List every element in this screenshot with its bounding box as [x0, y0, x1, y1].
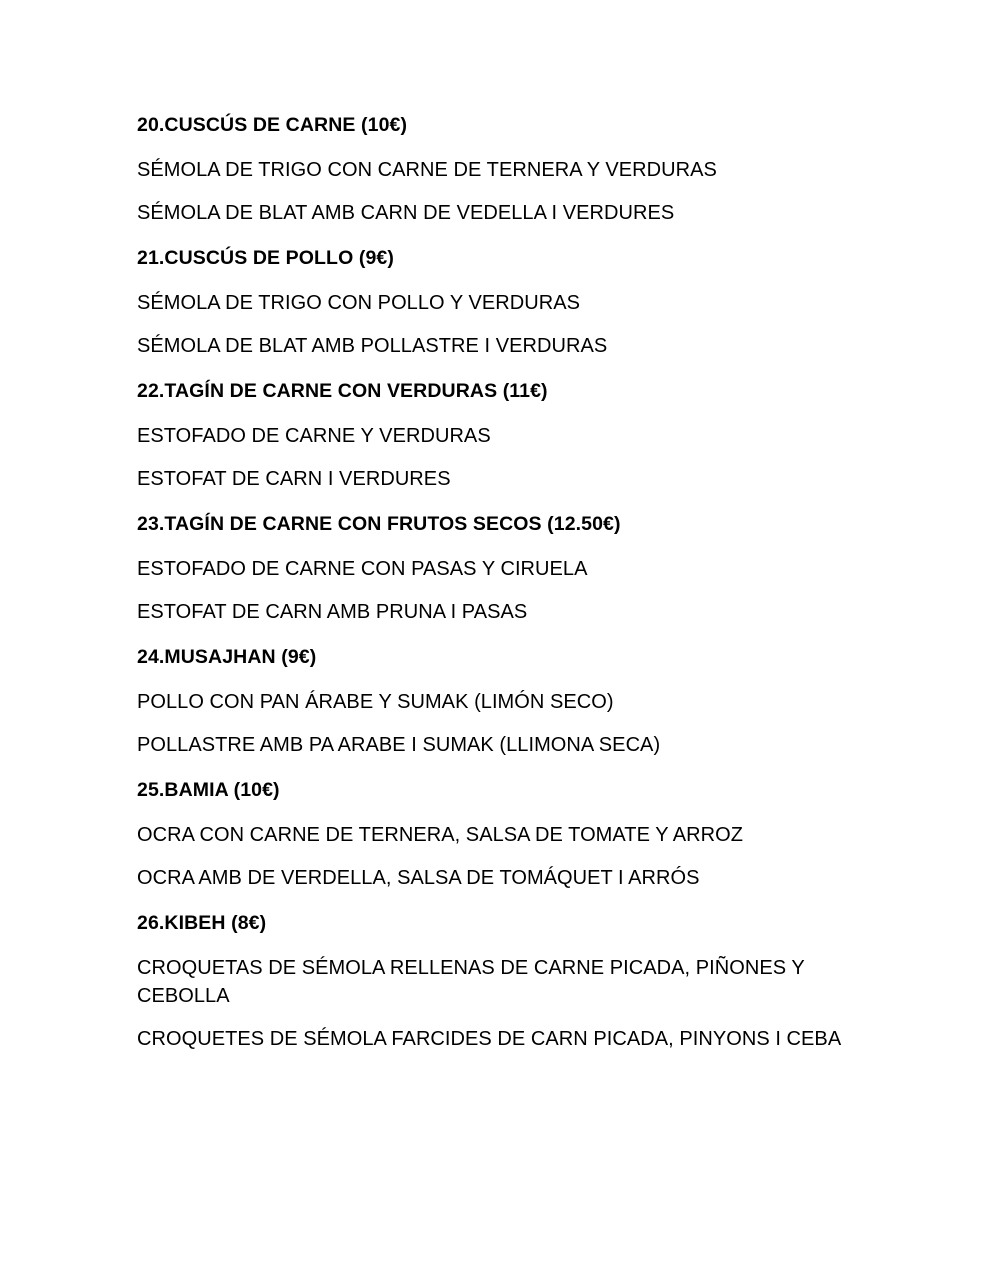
menu-item-description-es: SÉMOLA DE TRIGO CON CARNE DE TERNERA Y VERDURAS: [137, 159, 717, 181]
menu-item-heading: 20.CUSCÚS DE CARNE (10€): [137, 114, 408, 136]
menu-item-description-es: OCRA CON CARNE DE TERNERA, SALSA DE TOMATE Y ARROZ: [137, 824, 743, 846]
menu-item-description-ca: SÉMOLA DE BLAT AMB POLLASTRE I VERDURAS: [137, 335, 608, 357]
menu-item-heading: 25.BAMIA (10€): [137, 779, 280, 801]
menu-item-description-es: POLLO CON PAN ÁRABE Y SUMAK (LIMÓN SECO): [137, 691, 614, 713]
menu-item-description-ca: CROQUETES DE SÉMOLA FARCIDES DE CARN PICADA, PINYONS I CEBA: [137, 1028, 842, 1050]
menu-item-list: [137, 113, 852, 1053]
menu-item-heading: 21.CUSCÚS DE POLLO (9€): [137, 247, 394, 269]
menu-item-description-es: ESTOFADO DE CARNE Y VERDURAS: [137, 425, 491, 447]
menu-item: [137, 911, 852, 1053]
menu-item: [137, 645, 852, 759]
menu-item-heading: 24.MUSAJHAN (9€): [137, 646, 317, 668]
menu-item: [137, 379, 852, 493]
menu-item: [137, 778, 852, 892]
menu-item-description-es: ESTOFADO DE CARNE CON PASAS Y CIRUELA: [137, 558, 588, 580]
menu-item-heading: 23.TAGÍN DE CARNE CON FRUTOS SECOS (12.50€): [137, 513, 621, 535]
menu-item-heading: 26.KIBEH (8€): [137, 912, 267, 934]
menu-item: [137, 246, 852, 360]
menu-item-description-ca: SÉMOLA DE BLAT AMB CARN DE VEDELLA I VERDURES: [137, 202, 675, 224]
menu-item-description-es: SÉMOLA DE TRIGO CON POLLO Y VERDURAS: [137, 292, 581, 314]
menu-item-heading: 22.TAGÍN DE CARNE CON VERDURAS (11€): [137, 380, 548, 402]
menu-item-description-ca: ESTOFAT DE CARN AMB PRUNA I PASAS: [137, 601, 528, 623]
menu-item-description-ca: ESTOFAT DE CARN I VERDURES: [137, 468, 451, 490]
menu-item: [137, 113, 852, 227]
menu-item-description-es: CROQUETAS DE SÉMOLA RELLENAS DE CARNE PICADA, PIÑONES Y CEBOLLA: [137, 957, 805, 1007]
menu-item-description-ca: POLLASTRE AMB PA ARABE I SUMAK (LLIMONA SECA): [137, 734, 661, 756]
menu-item: [137, 512, 852, 626]
menu-item-description-ca: OCRA AMB DE VERDELLA, SALSA DE TOMÁQUET I ARRÓS: [137, 867, 700, 889]
